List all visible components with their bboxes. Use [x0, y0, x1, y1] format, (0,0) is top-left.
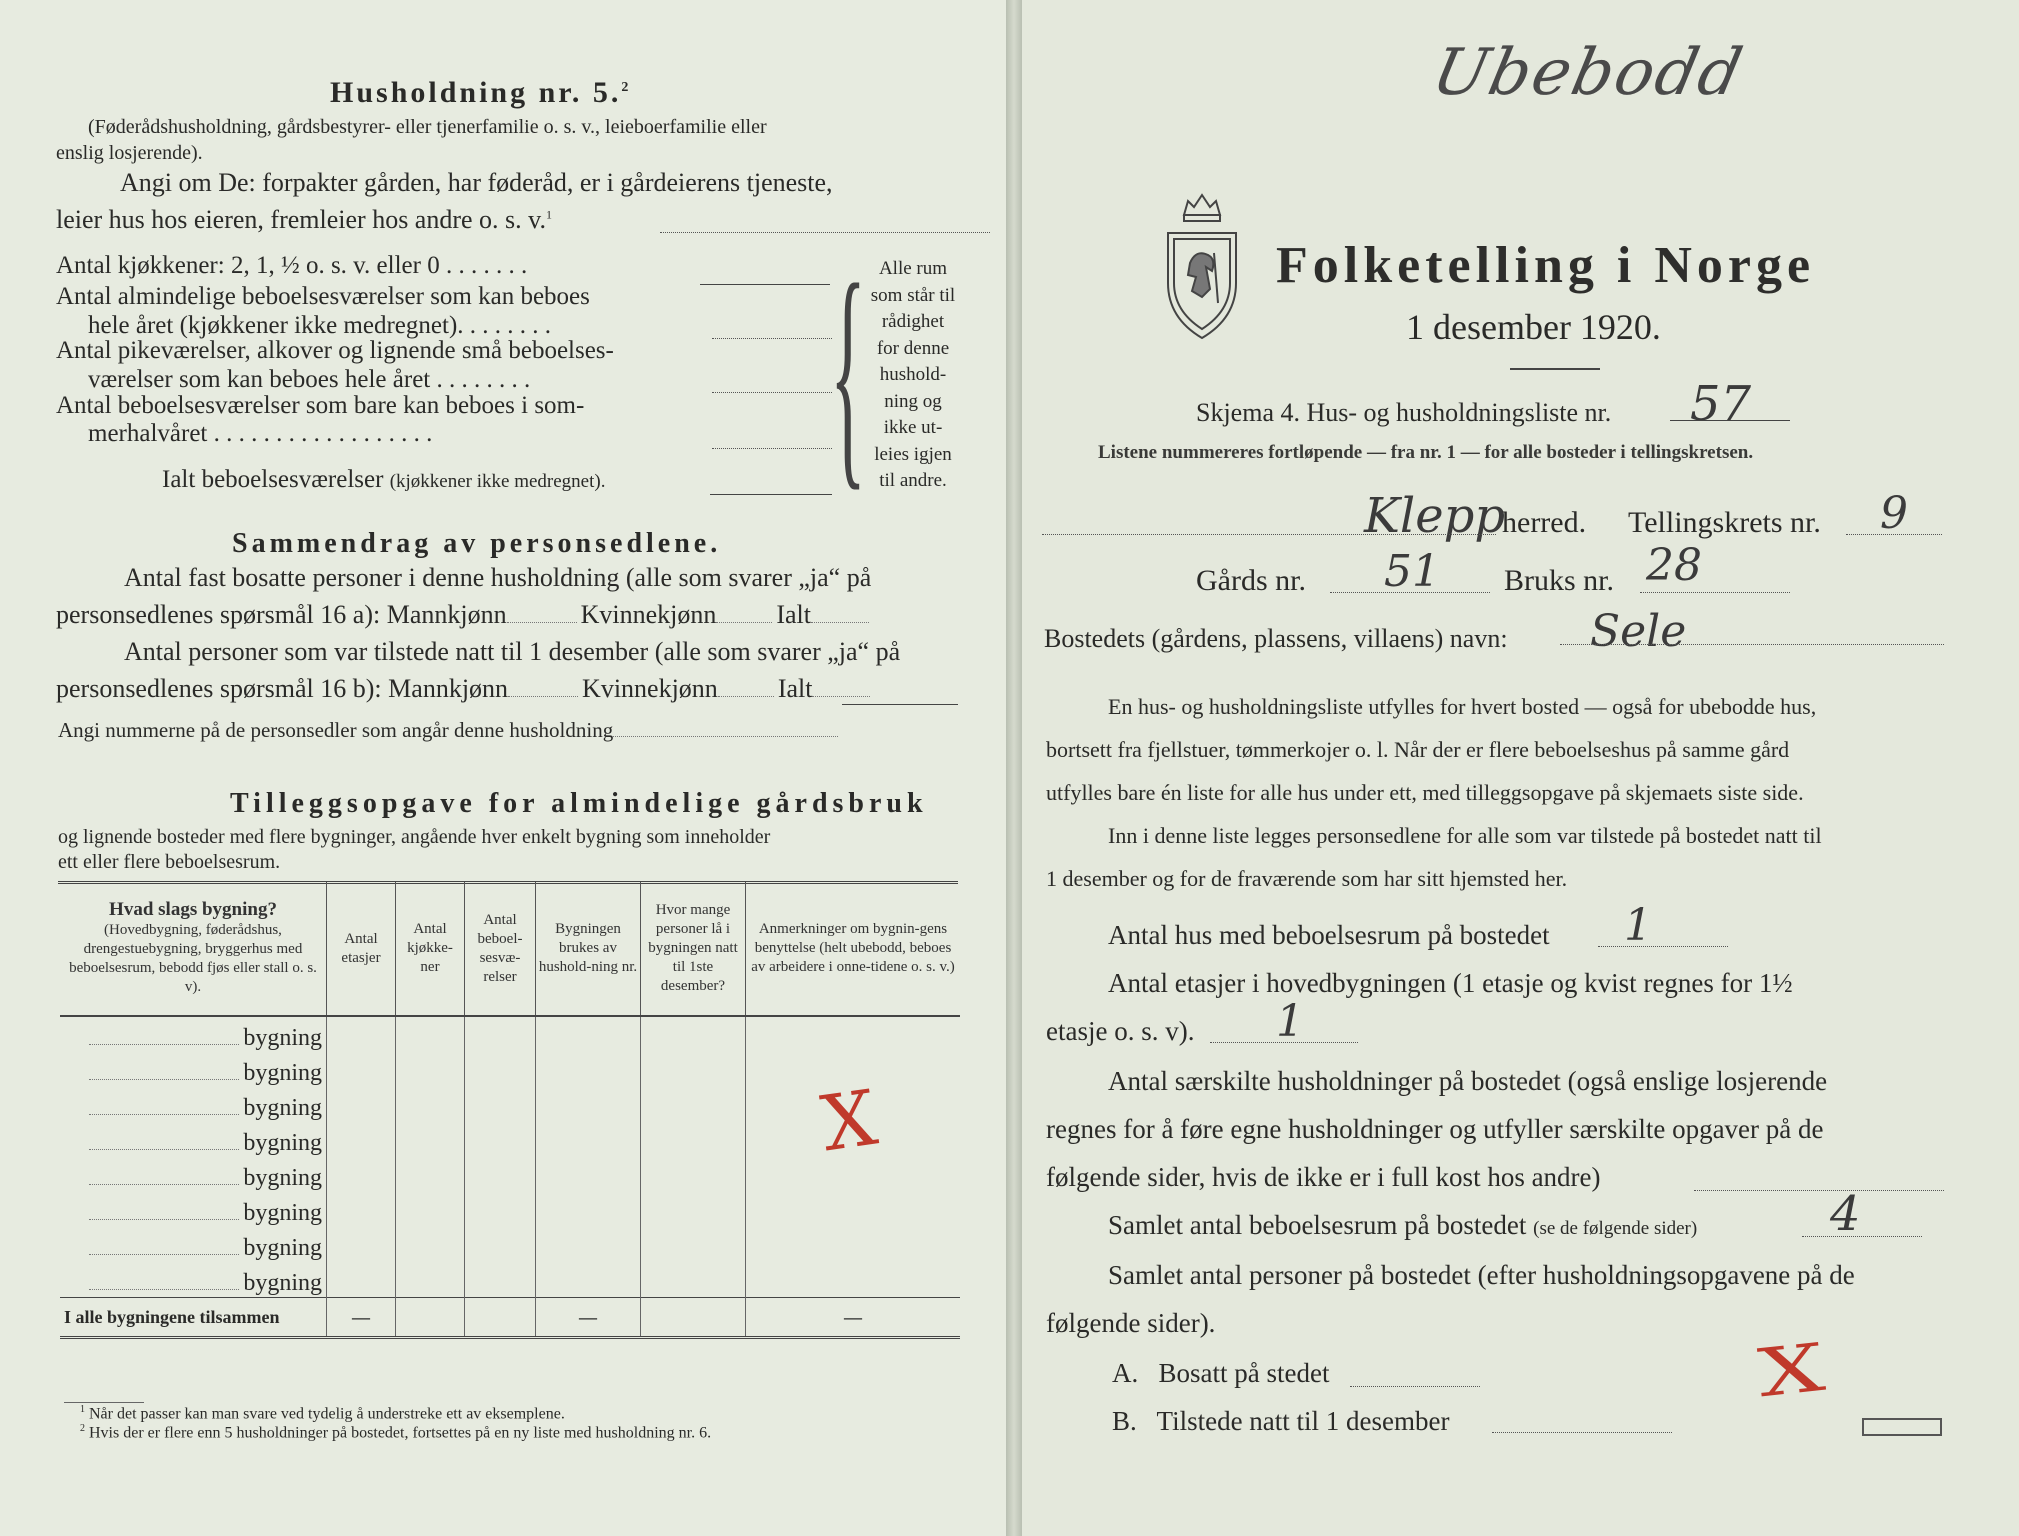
- household-title: Husholdning nr. 5.$^2$: [330, 76, 632, 109]
- present-label: B. Tilstede natt til 1 desember: [1112, 1406, 1450, 1436]
- info-line-3: utfylles bare én liste for alle hus under ett, med tilleggsopgave på skjemaets siste side.: [1046, 780, 1804, 805]
- numbers-note: Angi nummerne på de personsedler som angår denne husholdning: [58, 718, 842, 743]
- table-row: bygning: [60, 1016, 960, 1052]
- houses-value: 1: [1624, 900, 1652, 951]
- table-row: bygning: [60, 1227, 960, 1262]
- rooms-line-1b: hele året (kjøkkener ikke medregnet). . . . . . . .: [88, 312, 552, 339]
- schema-number: 57: [1690, 376, 1752, 432]
- side-brace: {: [830, 234, 866, 511]
- question-line-1: Angi om De: forpakter gården, har føderåd, er i gårdeierens tjeneste,: [120, 168, 833, 197]
- supplement-line-1: og lignende bosteder med flere bygninger, angående hver enkelt bygning som inneholder: [58, 826, 771, 848]
- present-line: [1492, 1432, 1672, 1433]
- herred-line: [1042, 534, 1496, 535]
- col-header-rooms: Antal beboel-sesvæ-relser: [465, 882, 536, 1016]
- info-line-4: Inn i denne liste legges personsedlene for alle som var tilstede på bostedet natt til: [1108, 823, 1822, 848]
- bosted-line: [1560, 644, 1944, 645]
- floors-line: [1210, 1042, 1358, 1043]
- krets-line: [1846, 534, 1942, 535]
- info-line-2: bortsett fra fjellstuer, tømmerkojer o. l. Når der er flere beboelseshus på samme gård: [1046, 737, 1790, 762]
- document-title: Folketelling i Norge: [1276, 237, 1816, 294]
- gards-label: Gårds nr.: [1196, 564, 1306, 597]
- persons-line-1: Samlet antal personer på bostedet (efter husholdningsopgavene på de: [1108, 1260, 1855, 1290]
- summary-line-2b: personsedlenes spørsmål 16 b): Mannkjønn Kvinnekjønn Ialt: [56, 674, 874, 704]
- printer-stamp-icon: [1862, 1418, 1942, 1436]
- floors-line-2: etasje o. s. v).: [1046, 1016, 1195, 1046]
- coat-of-arms-icon: [1162, 193, 1242, 343]
- rooms-line-2b: værelser som kan beboes hele året . . . . . . . .: [88, 366, 531, 393]
- herred-value: Klepp: [1364, 488, 1506, 544]
- table-row: bygning: [60, 1157, 960, 1192]
- bruks-label: Bruks nr.: [1504, 564, 1615, 597]
- resident-line: [1350, 1386, 1480, 1387]
- rooms-label: Samlet antal beboelsesrum på bostedet (se de følgende sider): [1108, 1210, 1698, 1240]
- rooms-value: 4: [1830, 1186, 1861, 1242]
- gards-line: [1330, 592, 1490, 593]
- col-header-persons: Hvor mange personer lå i bygningen natt til 1ste desember?: [641, 882, 746, 1016]
- table-row: bygning: [60, 1192, 960, 1227]
- houses-label: Antal hus med beboelsesrum på bostedet: [1108, 920, 1550, 950]
- col-header-remarks: Anmerkninger om bygnin-gens benyttelse (helt ubebodd, beboes av arbeidere i onne-tidene o. s. v.): [746, 882, 961, 1016]
- krets-label: Tellingskrets nr.: [1628, 506, 1821, 539]
- households-line-1: Antal særskilte husholdninger på bostedet (også enslige losjerende: [1108, 1066, 1828, 1096]
- gards-value: 51: [1384, 546, 1440, 597]
- col-header-kitchens: Antal kjøkke-ner: [396, 882, 465, 1016]
- document-date: 1 desember 1920.: [1406, 307, 1661, 347]
- rooms-2-answer-line: [712, 392, 832, 393]
- table-row: bygning: [60, 1087, 960, 1122]
- info-line-5: 1 desember og for de fraværende som har sitt hjemsted her.: [1046, 866, 1568, 891]
- col-header-floors: Antal etasjer: [327, 882, 396, 1016]
- table-row: bygning: [60, 1262, 960, 1298]
- footnote-1: $^1$ Når det passer kan man svare ved tydelig å understreke ett av eksemplene.: [80, 1404, 565, 1423]
- summary-line-1a: Antal fast bosatte personer i denne husholdning (alle som svarer „ja“ på: [124, 563, 872, 592]
- persons-line-2: følgende sider).: [1046, 1308, 1216, 1338]
- rooms-3-answer-line: [712, 448, 832, 449]
- summary-line-1b: personsedlenes spørsmål 16 a): Mannkjønn Kvinnekjønn Ialt: [56, 600, 873, 630]
- page-fold: [1006, 0, 1022, 1536]
- date-underline: [1510, 368, 1600, 370]
- rooms-line-3a: Antal beboelsesværelser som bare kan beboes i som-: [56, 392, 585, 419]
- households-line-2: regnes for å føre egne husholdninger og utfyller særskilte opgaver på de: [1046, 1114, 1824, 1144]
- info-line-1: En hus- og husholdningsliste utfylles for hvert bosted — også for ubebodde hus,: [1108, 694, 1817, 719]
- herred-label: herred.: [1502, 506, 1587, 539]
- household-note-2: enslig losjerende).: [56, 142, 203, 164]
- persons-cross-mark: X: [1754, 1328, 1829, 1413]
- summary-total-underline: [842, 704, 958, 705]
- rooms-total-answer-line: [710, 494, 832, 495]
- bosted-value: Sele: [1590, 606, 1687, 657]
- table-total-row: I alle bygningene tilsammen — — —: [60, 1298, 960, 1338]
- households-line-3: følgende sider, hvis de ikke er i full kost hos andre): [1046, 1162, 1601, 1192]
- households-line: [1694, 1190, 1944, 1191]
- schema-note: Listene nummereres fortløpende — fra nr. 1 — for alle bosteder i tellingskretsen.: [1098, 442, 1754, 463]
- supplement-line-2: ett eller flere beboelsesrum.: [58, 851, 281, 873]
- resident-label: A. Bosatt på stedet: [1112, 1358, 1330, 1388]
- bosted-label: Bostedets (gårdens, plassens, villaens) navn:: [1044, 624, 1508, 653]
- supplement-title: Tilleggsopgave for almindelige gårdsbruk: [230, 788, 928, 819]
- household-note-1: (Føderådshusholdning, gårdsbestyrer- eller tjenerfamilie o. s. v., leieboerfamilie eller: [88, 116, 767, 138]
- table-cross-mark: X: [816, 1072, 883, 1169]
- floors-value: 1: [1276, 996, 1304, 1047]
- bruks-value: 28: [1646, 540, 1702, 591]
- col-header-household: Bygningen brukes av hushold-ning nr.: [536, 882, 641, 1016]
- question-line-2: leier hus hos eieren, fremleier hos andre o. s. v.$^1$: [56, 205, 552, 234]
- col-header-building-type: Hvad slags bygning? (Hovedbygning, føderådshus, drengestuebygning, bryggerhus med beboelsesrum, bebodd fjøs eller stall o. s. v).: [60, 882, 327, 1016]
- krets-value: 9: [1880, 488, 1908, 539]
- rooms-line-3b: merhalvåret . . . . . . . . . . . . . . . . . .: [88, 420, 433, 447]
- bruks-line: [1640, 592, 1790, 593]
- table-row: bygning: [60, 1052, 960, 1087]
- floors-line-1: Antal etasjer i hovedbygningen (1 etasje og kvist regnes for 1½: [1108, 968, 1793, 998]
- kitchens-label: Antal kjøkkener: 2, 1, ½ o. s. v. eller 0 . . . . . . .: [56, 252, 528, 279]
- footnote-2: $^2$ Hvis der er flere enn 5 husholdninger på bostedet, fortsettes på en ny liste med husholdning nr. 6.: [80, 1423, 712, 1442]
- rooms-line-1a: Antal almindelige beboelsesværelser som kan beboes: [56, 283, 590, 310]
- question-answer-line: [660, 232, 990, 233]
- summary-title: Sammendrag av personsedlene.: [232, 528, 722, 559]
- schema-label: Skjema 4. Hus- og husholdningsliste nr.: [1196, 398, 1612, 427]
- rooms-total-label: Ialt beboelsesværelser (kjøkkener ikke medregnet).: [162, 466, 606, 493]
- houses-line: [1598, 946, 1728, 947]
- rooms-value-line: [1802, 1236, 1922, 1237]
- footnote-rule: [64, 1402, 144, 1403]
- table-row: bygning: [60, 1122, 960, 1157]
- summary-line-2a: Antal personer som var tilstede natt til 1 desember (alle som svarer „ja“ på: [124, 637, 901, 666]
- schema-number-line: [1670, 420, 1790, 421]
- kitchens-answer-line: [700, 284, 830, 285]
- side-note: Alle rum som står til rådighet for denne hushold- ning og ikke ut- leies igjen til andre.: [870, 258, 956, 491]
- rooms-1-answer-line: [712, 338, 832, 339]
- handwritten-note-top: Ubebodd: [1426, 36, 1751, 110]
- rooms-line-2a: Antal pikeværelser, alkover og lignende små beboelses-: [56, 337, 614, 364]
